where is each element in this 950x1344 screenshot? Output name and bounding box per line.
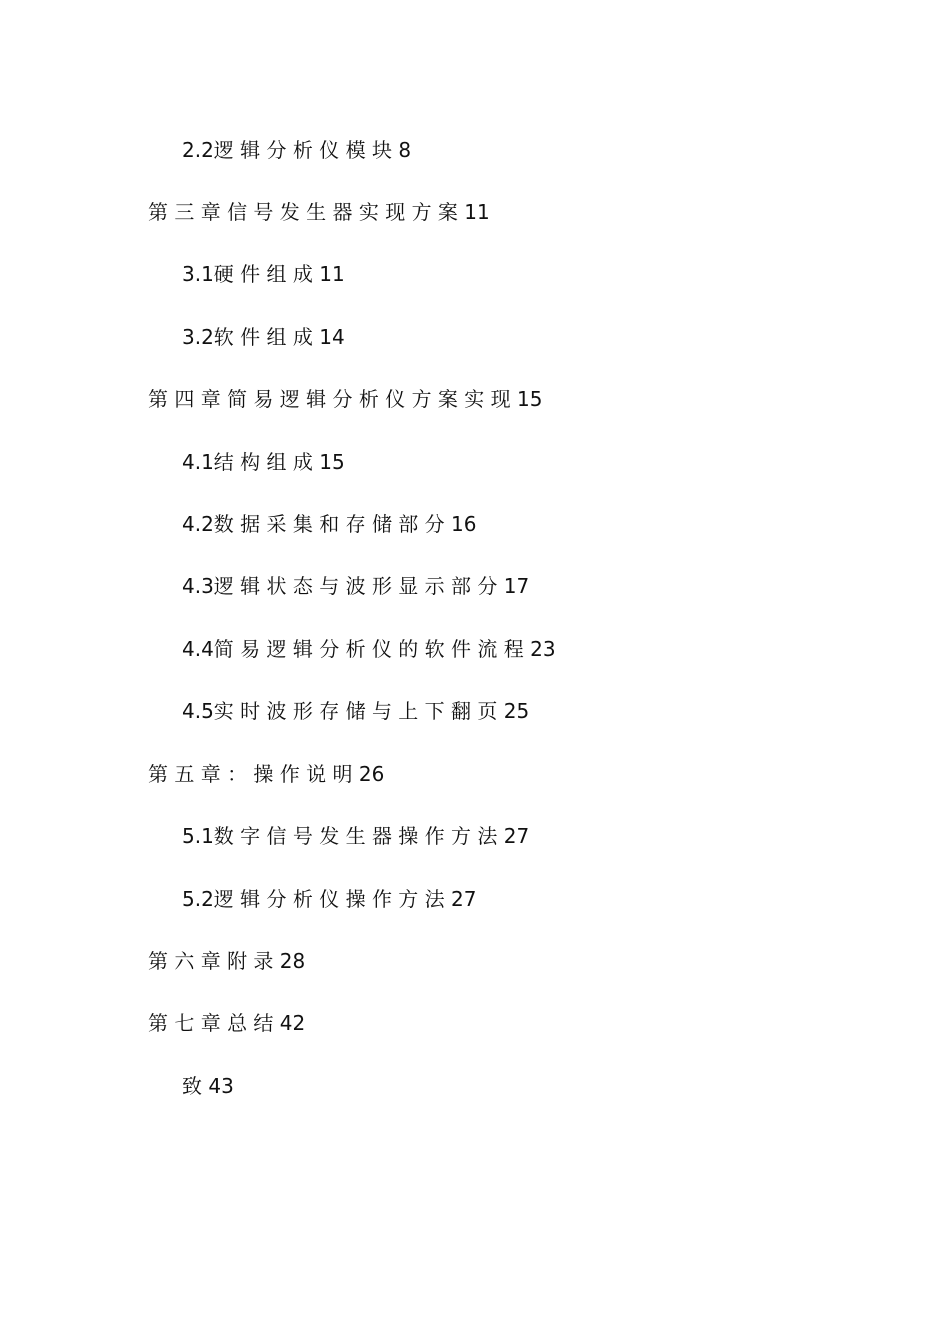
toc-entry-title: 2.2逻 辑 分 析 仪 模 块 bbox=[182, 138, 392, 162]
toc-entry-title: 4.1结 构 组 成 bbox=[182, 450, 313, 474]
toc-entry-page: 25 bbox=[503, 699, 530, 723]
toc-entry bbox=[182, 260, 345, 288]
toc-entry-page: 15 bbox=[319, 450, 345, 474]
toc-entry-page: 27 bbox=[451, 887, 477, 911]
toc-entry-page: 14 bbox=[319, 325, 345, 349]
toc-entry-page: 16 bbox=[451, 512, 477, 536]
toc-entry-title: 3.1硬 件 组 成 bbox=[182, 262, 313, 286]
toc-entry bbox=[182, 635, 556, 663]
toc-entry-page: 43 bbox=[208, 1074, 234, 1098]
toc-entry bbox=[148, 947, 305, 975]
toc-entry bbox=[182, 885, 476, 913]
toc-entry-title: 致 bbox=[182, 1074, 202, 1098]
toc-entry bbox=[182, 697, 529, 725]
toc-entry bbox=[182, 1072, 234, 1100]
toc-entry bbox=[182, 323, 345, 351]
toc-entry-page: 42 bbox=[279, 1011, 306, 1035]
toc-entry bbox=[182, 448, 345, 476]
toc-entry-title: 3.2软 件 组 成 bbox=[182, 325, 313, 349]
toc-entry-title: 第 四 章 简 易 逻 辑 分 析 仪 方 案 实 现 bbox=[148, 387, 511, 411]
toc-entry-title: 5.2逻 辑 分 析 仪 操 作 方 法 bbox=[182, 887, 445, 911]
toc-entry-page: 11 bbox=[464, 200, 490, 224]
toc-entry-page: 8 bbox=[398, 138, 412, 162]
toc-entry-page: 15 bbox=[517, 387, 543, 411]
toc-entry-page: 11 bbox=[319, 262, 345, 286]
toc-entry-page: 28 bbox=[279, 949, 306, 973]
toc-entry-title: 第 七 章 总 结 bbox=[148, 1011, 274, 1035]
toc-entry bbox=[182, 510, 476, 538]
toc-entry-title: 第 六 章 附 录 bbox=[148, 949, 274, 973]
toc-entry-title: 第 三 章 信 号 发 生 器 实 现 方 案 bbox=[148, 200, 458, 224]
toc-entry-title: 第 五 章 ： 操 作 说 明 bbox=[148, 762, 353, 786]
toc-entry bbox=[148, 198, 490, 226]
toc-entry-page: 26 bbox=[358, 762, 385, 786]
toc-entry-title: 4.2数 据 采 集 和 存 储 部 分 bbox=[182, 512, 445, 536]
toc-entry-title: 5.1数 字 信 号 发 生 器 操 作 方 法 bbox=[182, 824, 498, 848]
toc-entry-title: 4.4简 易 逻 辑 分 析 仪 的 软 件 流 程 bbox=[182, 637, 524, 661]
toc-entry-page: 17 bbox=[503, 574, 530, 598]
toc-entry bbox=[182, 822, 529, 850]
toc-entry bbox=[148, 1009, 305, 1037]
toc-entry-page: 23 bbox=[530, 637, 556, 661]
toc-entry bbox=[148, 385, 542, 413]
toc-entry bbox=[182, 136, 411, 164]
toc-entry-title: 4.5实 时 波 形 存 储 与 上 下 翻 页 bbox=[182, 699, 498, 723]
toc-entry bbox=[182, 572, 529, 600]
toc-entry bbox=[148, 760, 384, 788]
toc-entry-title: 4.3逻 辑 状 态 与 波 形 显 示 部 分 bbox=[182, 574, 498, 598]
toc-entry-page: 27 bbox=[503, 824, 530, 848]
